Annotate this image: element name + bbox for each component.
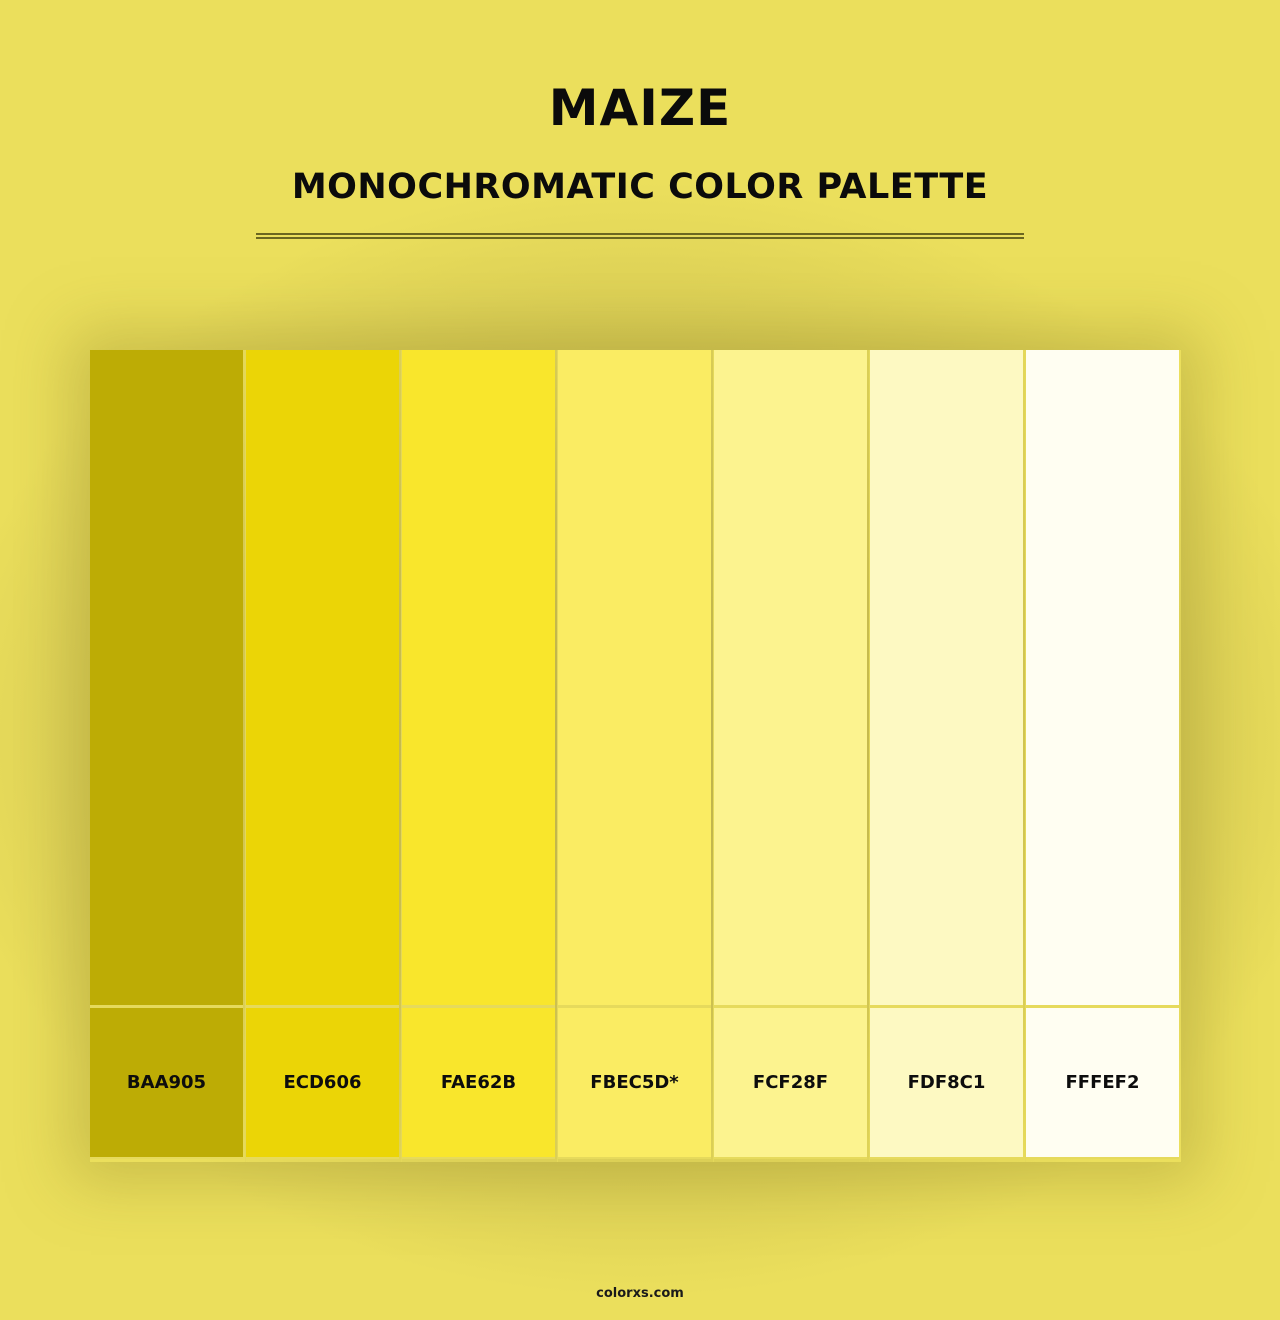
swatch-hex-label: ECD606 bbox=[246, 1008, 399, 1159]
swatch-hex-label: FDF8C1 bbox=[870, 1008, 1023, 1159]
palette-grid bbox=[90, 350, 1181, 1162]
swatch-color-block[interactable] bbox=[1026, 350, 1179, 1008]
swatch-column[interactable] bbox=[90, 350, 245, 1162]
footer-site-link[interactable]: colorxs.com bbox=[596, 1286, 684, 1301]
swatch-hex-label: FFFEF2 bbox=[1026, 1008, 1179, 1159]
swatch-hex-label: FBEC5D* bbox=[558, 1008, 711, 1159]
divider-line bbox=[256, 233, 1024, 235]
swatch-column[interactable] bbox=[557, 350, 713, 1162]
page-title: MAIZE bbox=[548, 79, 732, 137]
swatch-column[interactable] bbox=[869, 350, 1025, 1162]
swatch-color-block[interactable] bbox=[558, 350, 711, 1008]
swatch-color-block[interactable] bbox=[714, 350, 867, 1008]
swatch-column[interactable] bbox=[1025, 350, 1181, 1162]
swatch-color-block[interactable] bbox=[90, 350, 243, 1008]
swatch-column[interactable] bbox=[245, 350, 401, 1162]
swatch-hex-label: BAA905 bbox=[90, 1008, 243, 1159]
swatch-color-block[interactable] bbox=[246, 350, 399, 1008]
swatch-column[interactable] bbox=[713, 350, 869, 1162]
swatch-color-block[interactable] bbox=[870, 350, 1023, 1008]
page-subtitle: MONOCHROMATIC COLOR PALETTE bbox=[291, 167, 989, 207]
divider-line bbox=[256, 237, 1024, 239]
swatch-column[interactable] bbox=[401, 350, 557, 1162]
swatch-hex-label: FCF28F bbox=[714, 1008, 867, 1159]
swatch-color-block[interactable] bbox=[402, 350, 555, 1008]
swatch-hex-label: FAE62B bbox=[402, 1008, 555, 1159]
